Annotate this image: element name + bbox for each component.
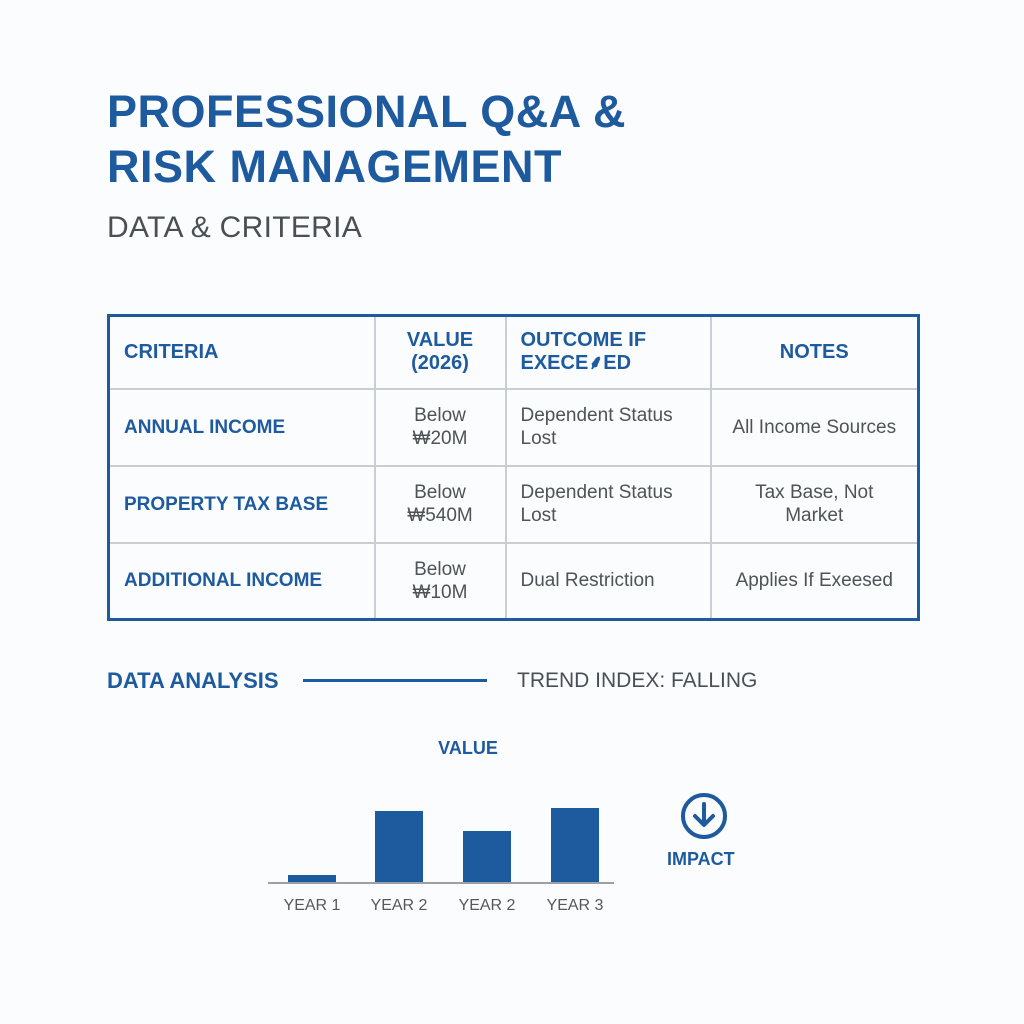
page-title: [107, 84, 807, 194]
page-subtitle: DATA & CRITERIA: [107, 211, 363, 244]
column-header-criteria: CRITERIA: [109, 316, 375, 389]
table-row: [109, 389, 919, 466]
trend-index-label: TREND INDEX: FALLING: [517, 669, 758, 692]
cell-outcome: Dual Restriction: [506, 543, 711, 620]
cell-outcome: Dependent Status Lost: [506, 466, 711, 543]
x-tick-label: YEAR 2: [370, 897, 428, 914]
data-analysis-heading: DATA ANALYSIS: [107, 668, 279, 693]
cell-value: Below ₩20M: [375, 389, 506, 466]
column-header-value: VALUE (2026): [375, 316, 506, 389]
cell-value: Below ₩10M: [375, 543, 506, 620]
criteria-table: [107, 314, 920, 621]
title-line-1: PROFESSIONAL Q&A &: [107, 86, 627, 137]
table-row: [109, 543, 919, 620]
cell-notes: Applies If Exeesed: [711, 543, 919, 620]
x-tick-label: YEAR 3: [546, 897, 604, 914]
x-tick-label: YEAR 2: [458, 897, 516, 914]
cell-value: Below ₩540M: [375, 466, 506, 543]
chart-bar: [288, 875, 336, 883]
chart-bar: [375, 811, 423, 883]
cell-criteria: ADDITIONAL INCOME: [109, 543, 375, 620]
divider-line: [303, 679, 487, 682]
cell-outcome: Dependent Status Lost: [506, 389, 711, 466]
cell-notes: All Income Sources: [711, 389, 919, 466]
cell-criteria: PROPERTY TAX BASE: [109, 466, 375, 543]
cell-criteria: ANNUAL INCOME: [109, 389, 375, 466]
bar-chart: [260, 730, 630, 930]
x-tick-label: YEAR 1: [283, 897, 341, 914]
title-line-2: RISK MANAGEMENT: [107, 141, 562, 192]
table-header-row: [109, 316, 919, 389]
chart-title: VALUE: [438, 738, 498, 758]
table-row: [109, 466, 919, 543]
down-arrow-circle-icon: [680, 792, 728, 840]
column-header-notes: NOTES: [711, 316, 919, 389]
chart-bar: [551, 808, 599, 883]
column-header-outcome: OUTCOME IF EXECE⸙ED: [506, 316, 711, 389]
impact-label: IMPACT: [667, 849, 735, 869]
cell-notes: Tax Base, Not Market: [711, 466, 919, 543]
chart-bar: [463, 831, 511, 883]
